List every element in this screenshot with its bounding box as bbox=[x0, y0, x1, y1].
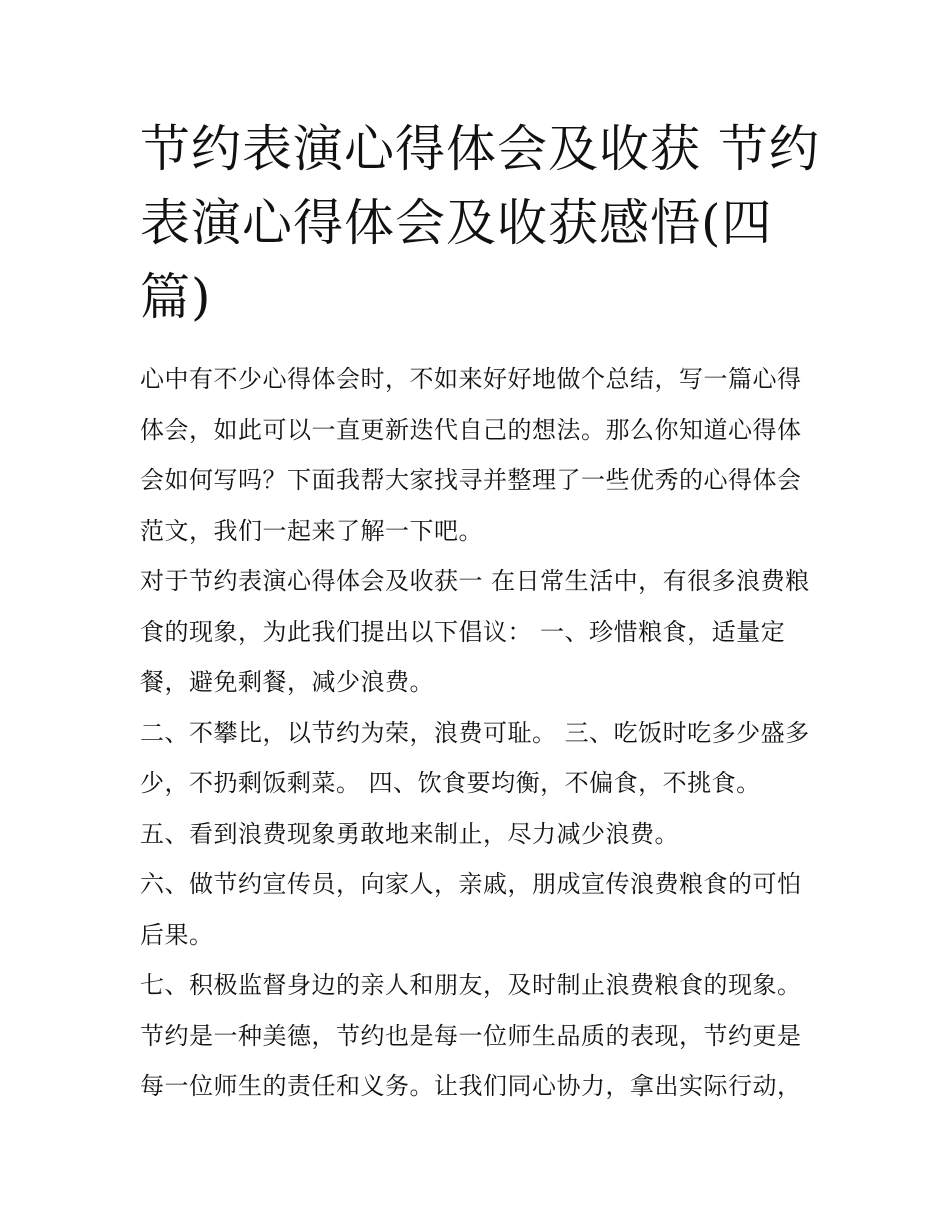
paragraph-proposal-6: 六、做节约宣传员，向家人，亲戚，朋成宣传浪费粮食的可怕后果。 bbox=[140, 870, 802, 949]
paragraph-proposal-2-4: 二、不攀比，以节约为荣，浪费可耻。 三、吃饭时吃多少盛多少，不扔剩饭剩菜。 四、饮食要均衡，不偏食，不挑食。 bbox=[140, 718, 810, 797]
document-title: 节约表演心得体会及收获 节约表演心得体会及收获感悟(四篇) bbox=[140, 120, 820, 326]
paragraph-proposal-7: 七、积极监督身边的亲人和朋友，及时制止浪费粮食的现象。 bbox=[140, 971, 802, 999]
document-page bbox=[140, 112, 820, 1112]
paragraph-conclusion: 节约是一种美德，节约也是每一位师生品质的表现，节约更是每一位师生的责任和义务。让我们同心协力，拿出实际行动， bbox=[140, 1021, 802, 1100]
paragraph-proposal-5: 五、看到浪费现象勇敢地来制止，尽力减少浪费。 bbox=[140, 819, 679, 848]
paragraph-proposal-intro: 对于节约表演心得体会及收获一 在日常生活中，有很多浪费粮食的现象，为此我们提出以下倡议： 一、珍惜粮食，适量定餐，避免剩餐，减少浪费。 bbox=[140, 567, 810, 696]
paragraph-intro: 心中有不少心得体会时，不如来好好地做个总结，写一篇心得体会，如此可以一直更新迭代自己的想法。那么你知道心得体会如何写吗？下面我帮大家找寻并整理了一些优秀的心得体会范文，我们一起来了解一下吧。 bbox=[140, 365, 802, 545]
document-body bbox=[140, 354, 820, 1112]
